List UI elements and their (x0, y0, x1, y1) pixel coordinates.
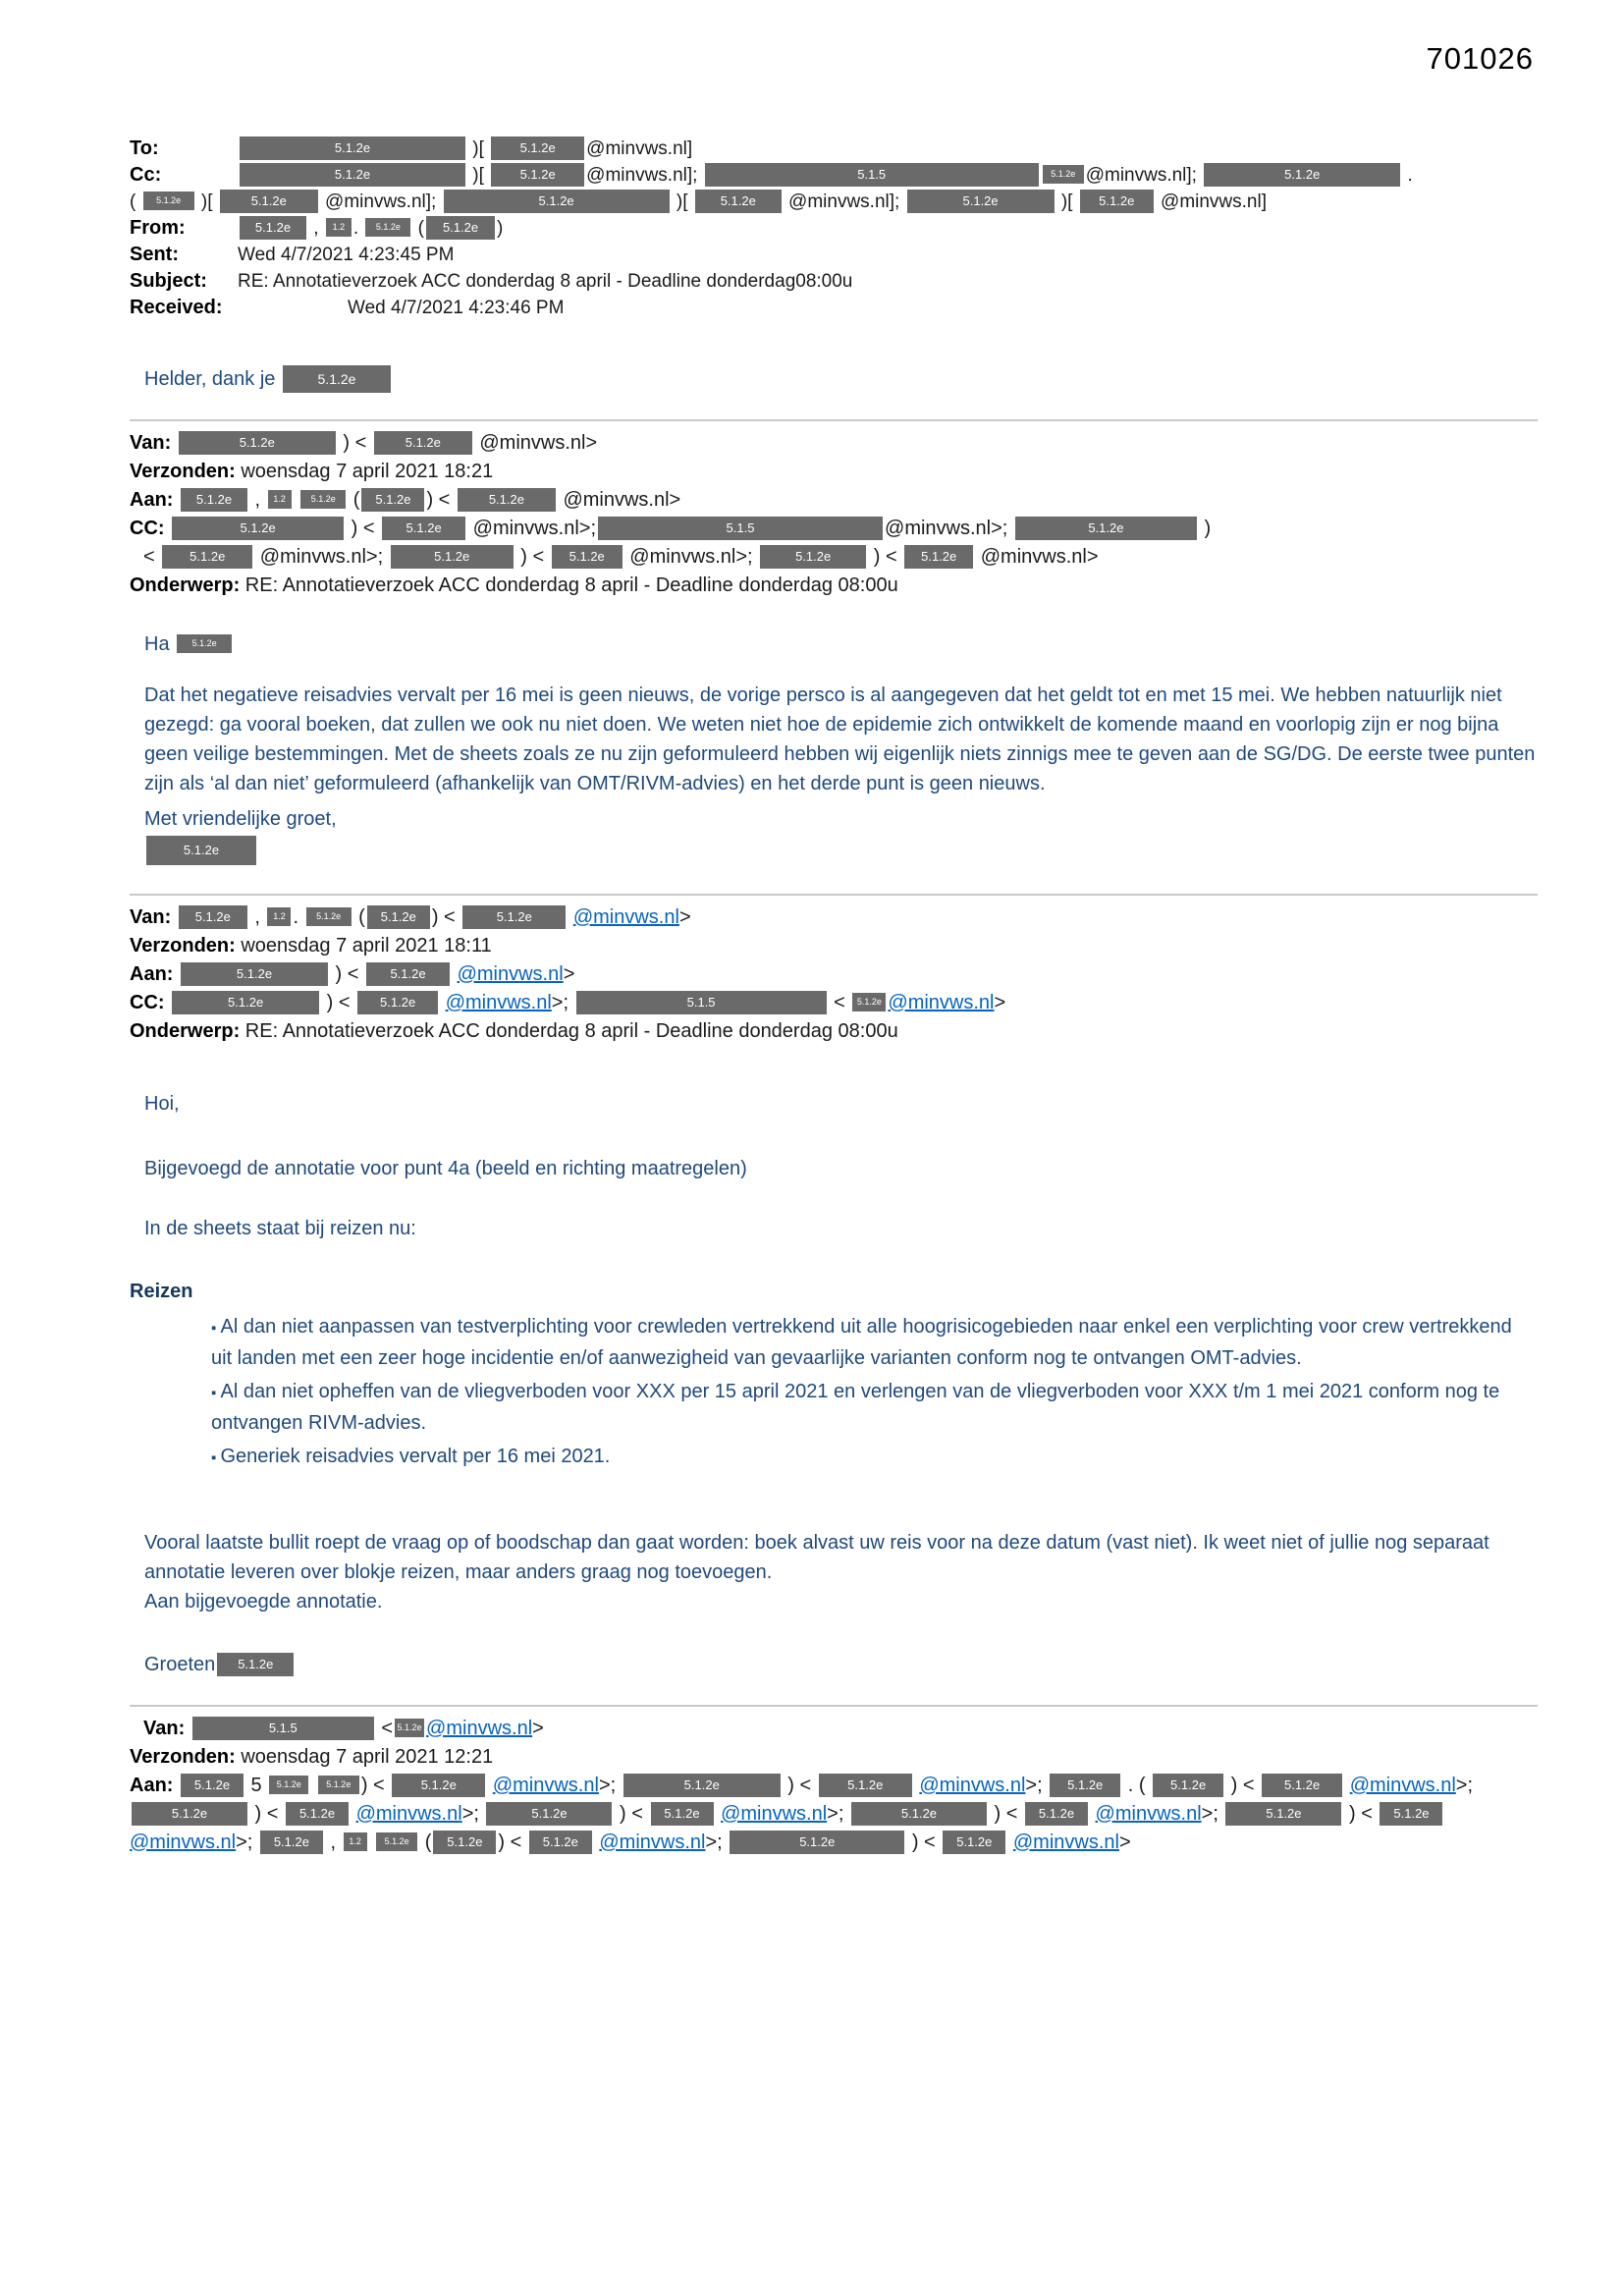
email-link[interactable]: @minvws.nl (1095, 1803, 1202, 1825)
redaction-box: 5.1.2e (651, 1802, 714, 1826)
text-run: ) < (249, 1803, 285, 1825)
redaction-box: 1.2 (268, 490, 292, 509)
email-link[interactable]: @minvws.nl (1349, 1775, 1456, 1796)
redaction-box: 5.1.2e (695, 190, 782, 213)
email-link[interactable]: @minvws.nl (1012, 1831, 1119, 1853)
redaction-box: 5.1.2e (1043, 165, 1084, 184)
redaction-box: 5.1.2e (361, 488, 424, 512)
quoted-email-1 (130, 429, 1538, 600)
field-label: Van: (130, 906, 177, 928)
redaction-box: 5.1.2e (943, 1831, 1005, 1854)
salutation-line: Hoi, (144, 1093, 180, 1115)
text-run: ) < (360, 1775, 391, 1796)
text-run: >; (1455, 1775, 1474, 1796)
text-run: . (1402, 165, 1413, 186)
text-run: >; (1025, 1775, 1049, 1796)
text-run: > (563, 963, 575, 985)
redaction-box: 5.1.2e (181, 1774, 244, 1797)
text-run: )[ (195, 191, 218, 212)
redaction-box: 5.1.2e (132, 1802, 247, 1826)
redaction-box: 5.1.2e (392, 1774, 485, 1797)
text-run: < (828, 992, 851, 1013)
redaction-box: 5.1.2e (907, 190, 1055, 213)
cc-value-continued (130, 191, 1267, 212)
field-label: Verzonden: (130, 935, 242, 957)
redaction-box: 5.1.2e (1080, 190, 1154, 213)
text-run: woensdag 7 april 2021 18:11 (241, 935, 492, 957)
redaction-box: 5.1.2e (462, 905, 566, 929)
redaction-box: 5.1.2e (146, 836, 256, 865)
field-label: Aan: (130, 489, 179, 511)
text-run: >; (551, 992, 574, 1013)
redaction-box: 5.1.2e (367, 905, 430, 929)
field-label: Onderwerp: (130, 1020, 245, 1042)
quoted-email-2 (130, 903, 1538, 1046)
text-run (310, 1775, 316, 1796)
bullet-item: ▪ Al dan niet aanpassen van testverplichting voor crewleden vertrekkend uit alle hoogrisicogebieden naar enkel een verplichting voor crew vertrekkend uit landen met een zeer hoge incidentie en/of aanwezigheid van gevaarlijke varianten conform nog te ontvangen OMT-advies. (211, 1312, 1538, 1373)
email-link[interactable]: @minvws.nl (426, 1718, 533, 1739)
redaction-box: 5.1.2e (300, 490, 346, 509)
received-label: Received: (130, 297, 223, 318)
received-value (238, 295, 1538, 321)
redaction-box: 5.1.2e (382, 517, 465, 540)
field-label: Van: (143, 1718, 190, 1739)
text-run: ) < (426, 489, 456, 511)
redaction-box: 5.1.2e (486, 1802, 612, 1826)
text-run: Helder, dank je (144, 368, 281, 390)
redaction-box: 1.2 (267, 907, 291, 926)
text-run: >; (236, 1831, 258, 1853)
quote-separator (130, 894, 1538, 896)
groeten-line (144, 1650, 1538, 1679)
text-run: > (1118, 1831, 1131, 1853)
text-run: ) < (988, 1803, 1023, 1825)
sent-value (238, 242, 1538, 268)
text-run: >; (1201, 1803, 1224, 1825)
verzonden-line (130, 458, 1538, 486)
text-run: ) < (346, 518, 381, 539)
text-run: > (994, 992, 1006, 1013)
email-link[interactable]: @minvws.nl (445, 992, 552, 1013)
body-paragraph: Dat het negatieve reisadvies vervalt per 16 mei is geen nieuws, de vorige persco is al aangegeven dat het geldt tot en met 15 mei. We hebben natuurlijk niet gezegd: ga vooral boeken, dat zullen we ook nu niet doen. We weten niet hoe de epidemie zich ontwikkelt de komende maand en voorlopig zijn er nog bijna geen veilige bestemmingen. Met de sheets zoals ze nu zijn geformuleerd hebben wij eigenlijk niets zinnigs mee te geven aan de SG/DG. De eerste twee punten zijn als ‘al dan niet’ geformuleerd (afhankelijk van OMT/RIVM-advies) en het derde punt is geen nieuws. (144, 684, 1536, 794)
redaction-box: 5.1.2e (433, 1831, 496, 1854)
text-run: @minvws.nl> (975, 546, 1099, 568)
text-run: @minvws.nl>; (467, 518, 597, 539)
subject-value (238, 268, 1538, 295)
redaction-box: 5.1.2e (143, 191, 194, 210)
redaction-box: 5.1.5 (576, 991, 827, 1014)
text-run: ) < (498, 1831, 527, 1853)
redaction-box: 5.1.2e (376, 1832, 417, 1851)
redaction-box: 5.1.2e (391, 545, 514, 569)
text-run: ) < (868, 546, 903, 568)
header-row-from (130, 215, 1538, 242)
section-heading-reizen: Reizen (130, 1281, 193, 1302)
body-paragraph: Vooral laatste bullit roept de vraag op of boodschap dan gaat worden: boek alvast uw reis voor na deze datum (vast niet). Ik weet niet of jullie nog separaat annotatie leveren over blokje reizen, maar anders graag nog toevoegen. (144, 1532, 1489, 1583)
text-run: , (248, 906, 266, 928)
text-run: >; (598, 1775, 622, 1796)
text-run: ) < (330, 963, 365, 985)
redaction-box: 5.1.2e (623, 1774, 781, 1797)
text-run: )[ (1056, 191, 1078, 212)
text-run: Groeten (144, 1654, 216, 1675)
text-run: Ha (144, 633, 176, 655)
van-line (130, 903, 1538, 932)
redaction-box: 5.1.2e (172, 991, 319, 1014)
text-run: ( (412, 218, 425, 239)
redaction-box: 5.1.2e (181, 488, 247, 512)
text-run: < (143, 546, 161, 568)
text-run: ( (348, 489, 360, 511)
redaction-box: 5.1.2e (529, 1831, 592, 1854)
redaction-box: 5.1.2e (318, 1776, 359, 1794)
field-label: Onderwerp: (130, 574, 245, 596)
redaction-box: 5.1.5 (192, 1717, 374, 1740)
text-run: > (532, 1718, 544, 1739)
redaction-box: 5.1.2e (177, 634, 232, 653)
redaction-box: 5.1.2e (760, 545, 866, 569)
cc-value (238, 162, 1538, 189)
text-run: ) < (614, 1803, 649, 1825)
closing-line: Met vriendelijke groet, (144, 808, 337, 830)
text-run: woensdag 7 april 2021 12:21 (241, 1746, 494, 1768)
header-row-to (130, 136, 1538, 162)
field-label: Aan: (130, 1775, 179, 1796)
text-run: ) < (514, 546, 550, 568)
redaction-box: 5.1.2e (458, 488, 556, 512)
header-row-cc (130, 162, 1538, 189)
text-run: . ( (1122, 1775, 1152, 1796)
redaction-box: 5.1.2e (491, 137, 584, 160)
header-row-sent (130, 242, 1538, 268)
redaction-box: 5.1.2e (1025, 1802, 1088, 1826)
field-label: CC: (130, 518, 171, 539)
text-run: ) < (1343, 1803, 1379, 1825)
redaction-box: 5.1.2e (366, 962, 450, 986)
header-row-subject (130, 268, 1538, 295)
header-row-received (130, 295, 1538, 321)
redaction-box: 5.1.2e (179, 431, 336, 455)
redaction-box: 5.1.2e (819, 1774, 912, 1797)
redaction-box: 5.1.2e (851, 1802, 987, 1826)
redaction-box: 5.1.2e (730, 1831, 904, 1854)
redaction-box: 5.1.2e (220, 190, 318, 213)
redaction-box: 5.1.2e (286, 1802, 349, 1826)
document-number: 701026 (1426, 41, 1534, 76)
field-label: Verzonden: (130, 1746, 242, 1768)
text-run: ( (130, 191, 141, 212)
text-run: >; (705, 1831, 729, 1853)
text-run: ) < (906, 1831, 942, 1853)
redaction-box: 5.1.2e (1050, 1774, 1120, 1797)
text-run: >; (461, 1803, 485, 1825)
van-line (130, 1715, 1538, 1743)
email-link[interactable]: @minvws.nl (572, 906, 679, 928)
email-link[interactable]: @minvws.nl (721, 1803, 828, 1825)
redaction-box: 5.1.2e (306, 907, 352, 926)
cc-label: Cc: (130, 164, 162, 186)
to-value (238, 136, 1538, 162)
field-label: Van: (130, 432, 177, 454)
text-run: > (678, 906, 691, 928)
signature-redaction (144, 836, 1538, 868)
bullet-list (211, 1312, 1538, 1473)
to-label: To: (130, 137, 159, 159)
field-label: Verzonden: (130, 461, 242, 482)
redaction-box: 5.1.2e (260, 1831, 323, 1854)
text-run: >; (827, 1803, 849, 1825)
body-paragraph: Aan bijgevoegde annotatie. (144, 1591, 383, 1613)
text-run: ) (1198, 518, 1212, 539)
redaction-box: 5.1.2e (904, 545, 973, 569)
text-run: @minvws.nl>; (623, 546, 759, 568)
redaction-box: 5.1.2e (1204, 163, 1400, 187)
text-run: , (324, 1831, 342, 1853)
sent-label: Sent: (130, 244, 179, 265)
redaction-box: 5.1.2e (1015, 517, 1197, 540)
email-link[interactable]: @minvws.nl (457, 963, 564, 985)
text-run: . (293, 906, 304, 928)
verzonden-line (130, 932, 1538, 960)
subject-label: Subject: (130, 270, 207, 292)
header-row-cc-continued (130, 189, 1538, 215)
text-run: 5 (245, 1775, 268, 1796)
text-run: , (308, 218, 324, 239)
redaction-box: 5.1.2e (1380, 1802, 1442, 1826)
text-run: @minvws.nl] (586, 138, 693, 159)
text-run: ) < (1225, 1775, 1261, 1796)
onderwerp-line (130, 1017, 1538, 1046)
text-run (294, 489, 299, 511)
aan-line (130, 960, 1538, 989)
quoted-email-3 (130, 1715, 1538, 1857)
text-run: RE: Annotatieverzoek ACC donderdag 8 april - Deadline donderdag08:00u (238, 271, 853, 292)
email-link[interactable]: @minvws.nl (355, 1803, 462, 1825)
redaction-box: 5.1.2e (1153, 1774, 1223, 1797)
text-run: @minvws.nl]; (586, 165, 703, 186)
redaction-box: 5.1.2e (395, 1719, 424, 1737)
redaction-box: 5.1.2e (181, 962, 328, 986)
redaction-box: 5.1.2e (179, 905, 247, 929)
field-label: Aan: (130, 963, 179, 985)
redaction-box: 5.1.2e (217, 1653, 294, 1676)
redaction-box: 5.1.5 (705, 163, 1039, 187)
text-run: ) < (431, 906, 461, 928)
text-run: , (249, 489, 266, 511)
text-run: ( (352, 906, 365, 928)
quote-separator (130, 1705, 1538, 1707)
text-run: )[ (467, 165, 490, 186)
text-run: woensdag 7 april 2021 18:21 (241, 461, 494, 482)
redaction-box: 5.1.2e (283, 365, 391, 393)
from-label: From: (130, 217, 186, 239)
body-paragraph: Bijgevoegd de annotatie voor punt 4a (beeld en richting maatregelen) (144, 1158, 747, 1179)
text-run: )[ (467, 138, 490, 159)
email-link[interactable]: @minvws.nl (888, 992, 995, 1013)
redaction-box: 5.1.2e (491, 163, 584, 187)
cc-line (130, 989, 1538, 1017)
redaction-box: 5.1.2e (240, 137, 465, 160)
email-link[interactable]: @minvws.nl (492, 1775, 599, 1796)
bullet-item: ▪ Generiek reisadvies vervalt per 16 mei 2021. (211, 1442, 1538, 1473)
text-run: ) (497, 218, 504, 239)
email-link[interactable]: @minvws.nl (919, 1775, 1026, 1796)
text-run (369, 1831, 375, 1853)
bullet-item: ▪ Al dan niet opheffen van de vliegverboden voor XXX per 15 april 2021 en verlengen van de vliegverboden voor XXX t/m 1 mei 2021 conform nog te ontvangen RIVM-advies. (211, 1377, 1538, 1438)
redaction-box: 5.1.2e (365, 218, 410, 237)
text-run: )[ (671, 191, 693, 212)
redaction-box: 5.1.2e (444, 190, 670, 213)
redaction-box: 5.1.2e (852, 993, 886, 1011)
email-link[interactable]: @minvws.nl (599, 1831, 706, 1853)
text-run: @minvws.nl> (473, 432, 598, 454)
text-run: @minvws.nl>; (254, 546, 389, 568)
text-run: Wed 4/7/2021 4:23:46 PM (348, 298, 565, 318)
text-run: @minvws.nl]; (1085, 165, 1203, 186)
text-run: @minvws.nl> (557, 489, 681, 511)
quote-separator (130, 419, 1538, 421)
text-run: ) < (321, 992, 356, 1013)
redaction-box: 5.1.2e (269, 1776, 308, 1794)
text-run: @minvws.nl]; (783, 191, 905, 212)
email-link[interactable]: @minvws.nl (130, 1831, 237, 1853)
aan-line (130, 1772, 1538, 1857)
redaction-box: 5.1.2e (426, 216, 495, 240)
aan-line (130, 486, 1538, 515)
text-run: < (375, 1718, 394, 1739)
redaction-box: 5.1.2e (552, 545, 623, 569)
onderwerp-line (130, 572, 1538, 600)
text-run: ) < (782, 1775, 817, 1796)
van-line (130, 429, 1538, 458)
redaction-box: 1.2 (344, 1832, 367, 1851)
from-value (238, 215, 1538, 242)
field-label: CC: (130, 992, 171, 1013)
text-run: Wed 4/7/2021 4:23:45 PM (238, 245, 455, 265)
redaction-box: 1.2 (326, 218, 352, 237)
redaction-box: 5.1.2e (162, 545, 252, 569)
text-run: @minvws.nl>; (885, 518, 1013, 539)
salutation-line (144, 629, 1538, 659)
redaction-box: 5.1.2e (240, 216, 306, 240)
redaction-box: 5.1.2e (1262, 1774, 1342, 1797)
redaction-box: 5.1.2e (374, 431, 472, 455)
mail-header (130, 136, 1538, 321)
redaction-box: 5.1.2e (357, 991, 438, 1014)
greeting-line (144, 364, 1538, 394)
redaction-box: 5.1.2e (240, 163, 465, 187)
redaction-box: 5.1.2e (1225, 1802, 1341, 1826)
text-run: @minvws.nl]; (319, 191, 442, 212)
verzonden-line (130, 1743, 1538, 1772)
text-run: ( (419, 1831, 432, 1853)
cc-line-continued (130, 543, 1538, 572)
text-run: RE: Annotatieverzoek ACC donderdag 8 april - Deadline donderdag 08:00u (244, 574, 898, 596)
redaction-box: 5.1.2e (172, 517, 344, 540)
text-run: . (352, 218, 364, 239)
body-paragraph: In de sheets staat bij reizen nu: (144, 1218, 416, 1239)
text-run: ) < (337, 432, 372, 454)
redaction-box: 5.1.5 (598, 517, 883, 540)
text-run: @minvws.nl] (1155, 191, 1267, 212)
text-run: RE: Annotatieverzoek ACC donderdag 8 april - Deadline donderdag 08:00u (244, 1020, 898, 1042)
cc-line (130, 515, 1538, 543)
